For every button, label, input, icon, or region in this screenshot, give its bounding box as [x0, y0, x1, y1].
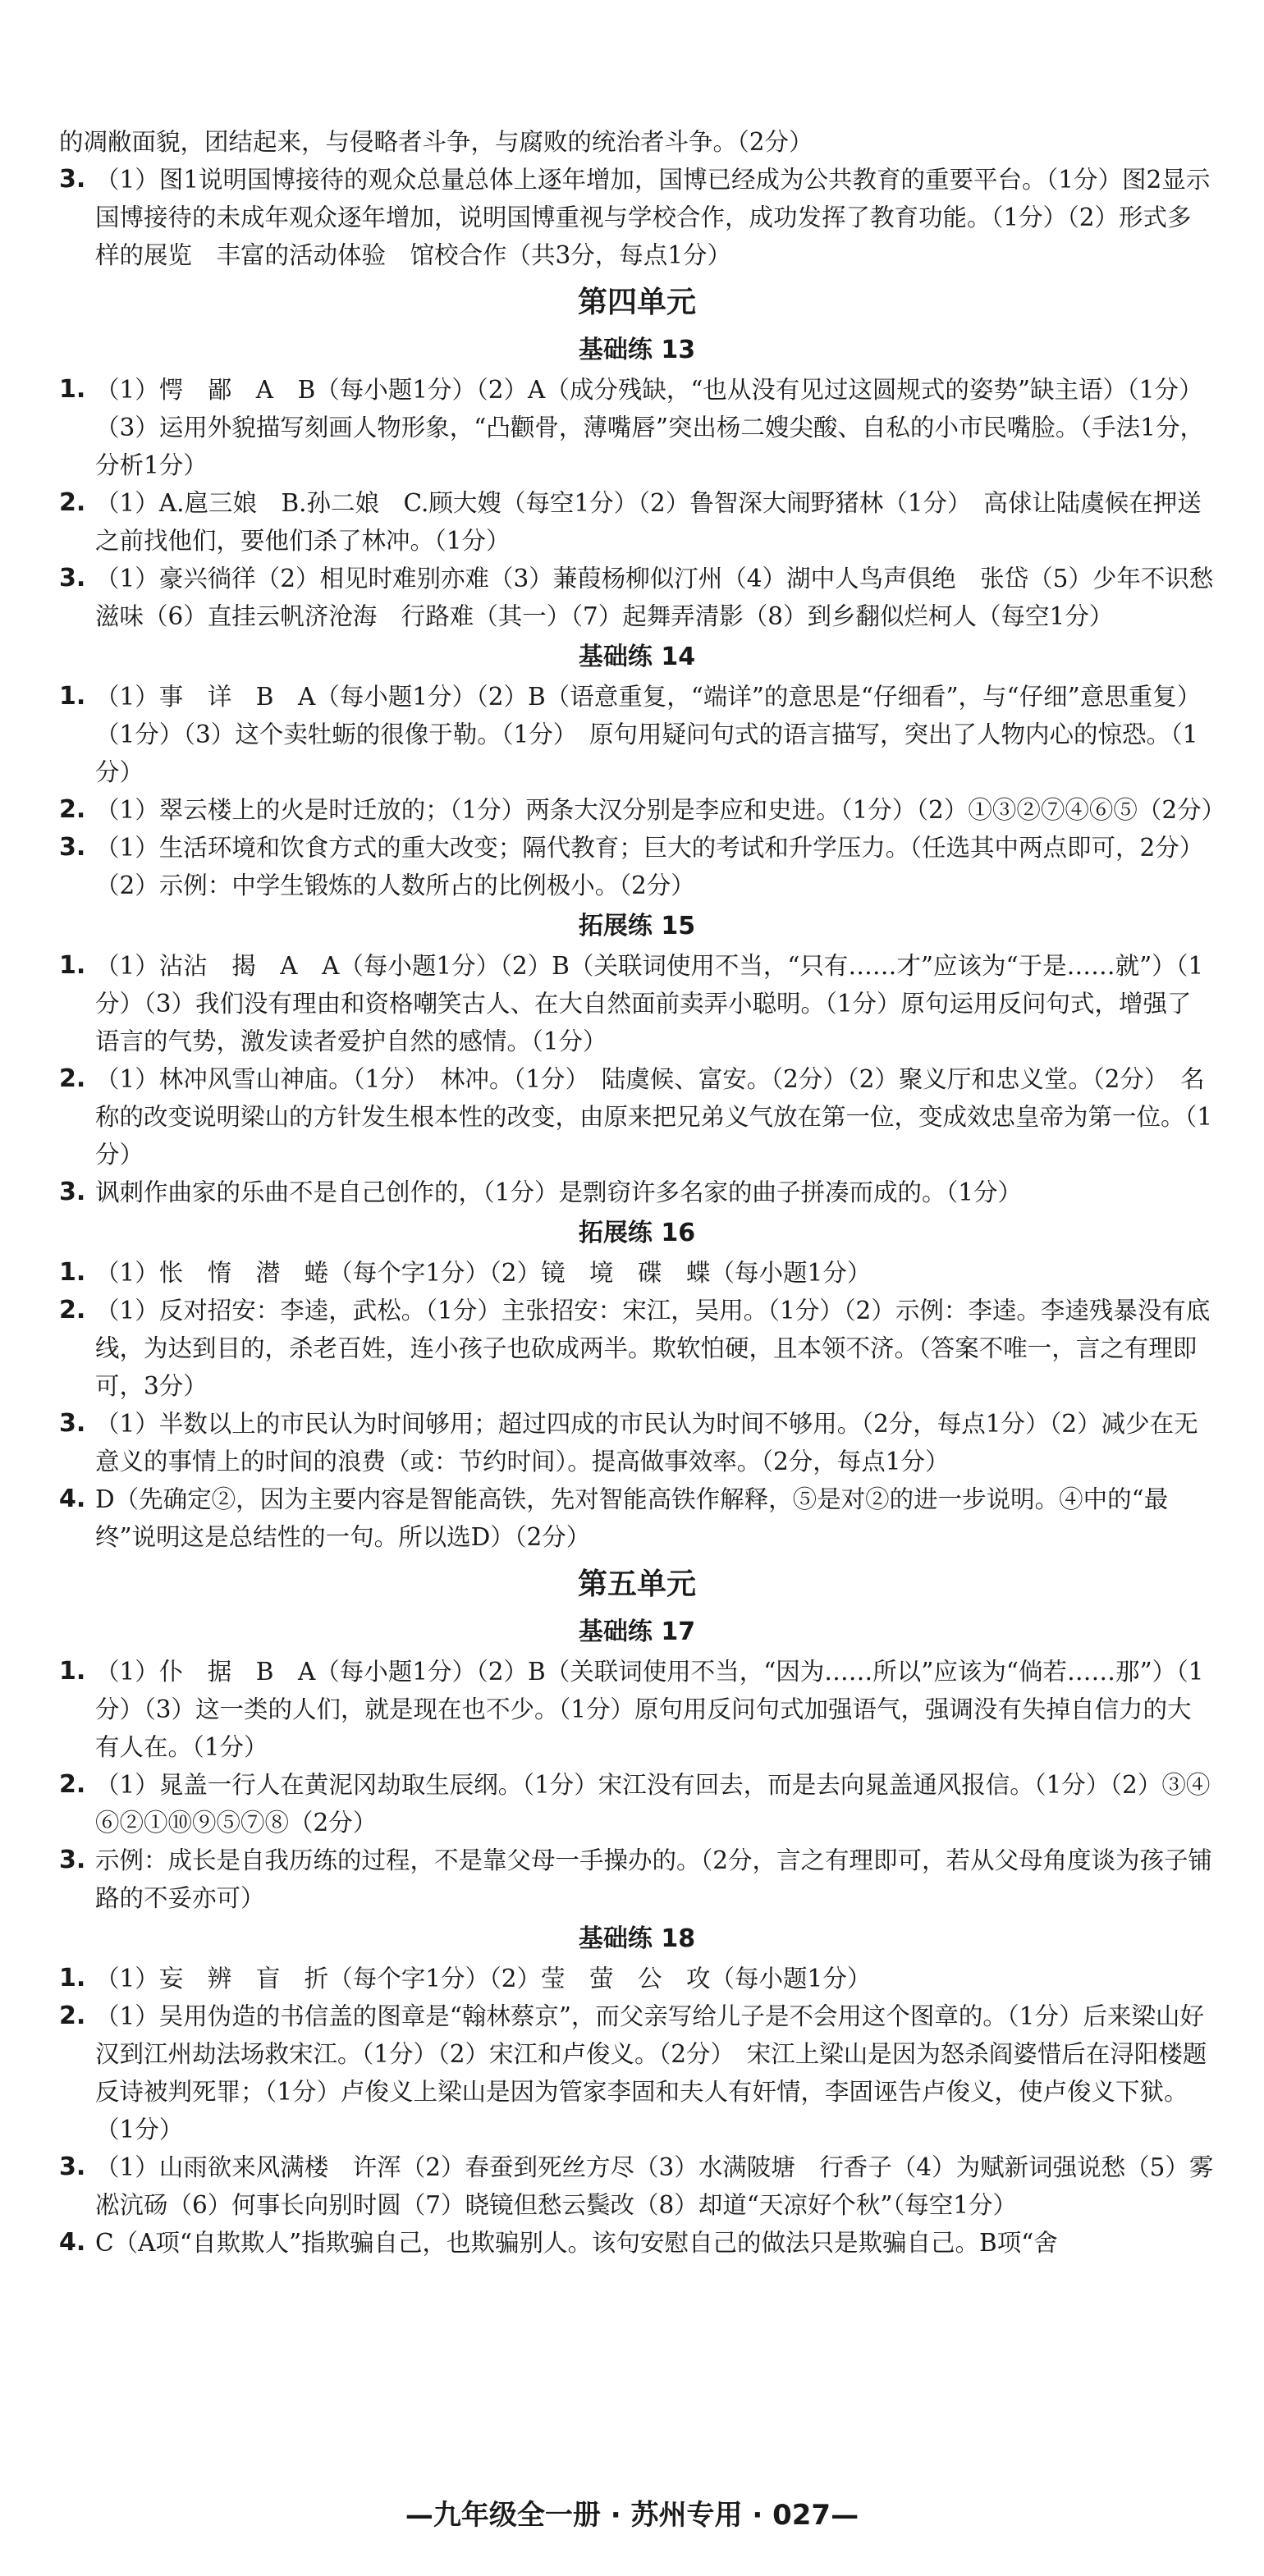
list-item — [59, 161, 1215, 274]
item-text: （1）翠云楼上的火是时迁放的；（1分）两条大汉分别是李应和史进。（1分）（2）①③②⑦④⑥⑤（2分） — [95, 796, 1226, 824]
item-number: 3. — [59, 2153, 86, 2181]
list-item — [59, 791, 1226, 829]
list-item — [59, 1766, 1215, 1842]
item-text: （1）晁盖一行人在黄泥冈劫取生辰纲。（1分）宋江没有回去，而是去向晁盖通风报信。（1分）（2）③④⑥②①⑩⑨⑤⑦⑧（2分） — [95, 1771, 1211, 1837]
section-title-17: 基础练 17 — [578, 1617, 696, 1646]
page-footer: —九年级全一册 · 苏州专用 · 027— — [405, 2499, 859, 2532]
item-text: （1）山雨欲来风满楼 许浑（2）春蚕到死丝方尽（3）水满陂塘 行香子（4）为赋新词强说愁（5）雾凇沆砀（6）何事长向别时圆（7）晓镜但愁云鬓改（8）却道“天凉好个秋”（每空1分） — [95, 2153, 1214, 2219]
list-item — [59, 371, 1215, 484]
list-item — [59, 1405, 1215, 1480]
intro-block — [59, 123, 1215, 274]
list-item — [59, 1842, 1215, 1917]
item-number: 3. — [59, 564, 86, 593]
list-item — [59, 560, 1215, 635]
item-text: （1）妄 辨 盲 折（每个字1分）（2）莹 萤 公 攻（每小题1分） — [95, 1965, 872, 1993]
continuation-text: 的凋敝面貌，团结起来，与侵略者斗争，与腐败的统治者斗争。（2分） — [59, 128, 813, 156]
list-item — [59, 1960, 1215, 1997]
item-text: （1）事 详 B A（每小题1分）（2）B（语意重复，“端详”的意思是“仔细看”，与“仔细”意思重复）（1分）（3）这个卖牡蛎的很像于勒。（1分） 原句用疑问句式的语言描写，突出了人物内心的惊恐。（1分） — [95, 683, 1202, 786]
list-item — [59, 829, 1215, 904]
item-text: D（先确定②，因为主要内容是智能高铁，先对智能高铁作解释，⑤是对②的进一步说明。④中的“最终”说明这是总结性的一句。所以选D）（2分） — [95, 1485, 1169, 1551]
item-text: （1）反对招安：李逵，武松。（1分）主张招安：宋江，吴用。（1分）（2）示例：李逵。李逵残暴没有底线，为达到目的，杀老百姓，连小孩子也砍成两半。欺软怕硬，且本领不济。（答案不唯一，言之有理即可，3分） — [95, 1297, 1211, 1400]
item-text: （1）生活环境和饮食方式的重大改变；隔代教育；巨大的考试和升学压力。（任选其中两点即可，2分）（2）示例：中学生锻炼的人数所占的比例极小。（2分） — [95, 834, 1204, 899]
item-text: （1）豪兴徜徉（2）相见时难别亦难（3）蒹葭杨柳似汀州（4）湖中人鸟声俱绝 张岱（5）少年不识愁滋味（6）直挂云帆济沧海 行路难（其一）（7）起舞弄清影（8）到乡翻似烂柯人（每空1分） — [95, 565, 1214, 630]
item-number: 1. — [59, 1258, 86, 1287]
section-title-15: 拓展练 15 — [578, 912, 696, 940]
item-text: 讽刺作曲家的乐曲不是自己创作的，（1分）是剽窃许多名家的曲子拼凑而成的。（1分） — [95, 1178, 1023, 1206]
item-text: （1）沾沾 揭 A A（每小题1分）（2）B（关联词使用不当，“只有……才”应该为“于是……就”）（1分）（3）我们没有理由和资格嘲笑古人、在大自然面前卖弄小聪明。（1分）原句运用反问句式，增强了语言的气势，激发读者爱护自然的感情。（1分） — [95, 952, 1204, 1055]
item-text: （1）A.扈三娘 B.孙二娘 C.顾大嫂（每空1分）（2）鲁智深大闹野猪林（1分） 高俅让陆虞候在押送之前找他们，要他们杀了林冲。（1分） — [95, 489, 1202, 555]
unit-title-5: 第五单元 — [577, 1567, 696, 1601]
item-number: 3. — [59, 1178, 86, 1206]
item-number: 1. — [59, 1964, 86, 1993]
list-item — [59, 1480, 1215, 1556]
list-item — [59, 1174, 1215, 1211]
item-number: 1. — [59, 375, 86, 404]
list-item — [59, 678, 1215, 791]
item-number: 2. — [59, 2002, 86, 2030]
item-number: 3. — [59, 833, 86, 862]
item-text: （1）吴用伪造的书信盖的图章是“翰林蔡京”，而父亲写给儿子是不会用这个图章的。（1分）后来梁山好汉到江州劫法场救宋江。（1分）（2）宋江和卢俊义。（2分） 宋江上梁山是因为怒杀阎婆惜后在浔阳楼题反诗被判死罪；（1分）卢俊义上梁山是因为管家李固和夫人有奸情，李固诬告卢俊义，使卢俊义下狱。（1分） — [95, 2002, 1207, 2144]
item-number: 3. — [59, 165, 86, 194]
list-item — [59, 947, 1215, 1060]
item-number: 4. — [59, 1485, 86, 1513]
item-number: 2. — [59, 795, 86, 824]
item-text: （1）愕 鄙 A B（每小题1分）（2）A（成分残缺，“也从没有见过这圆规式的姿势”缺主语）（1分）（3）运用外貌描写刻画人物形象，“凸颧骨，薄嘴唇”突出杨二嫂尖酸、自私的小市民嘴脸。（手法1分，分析1分） — [95, 376, 1204, 479]
list-item — [59, 1292, 1215, 1405]
item-number: 2. — [59, 1770, 86, 1799]
section-title-14: 基础练 14 — [578, 643, 696, 671]
list-item — [59, 1254, 1215, 1292]
item-text: （1）图1说明国博接待的观众总量总体上逐年增加，国博已经成为公共教育的重要平台。（1分）图2显示国博接待的未成年观众逐年增加，说明国博重视与学校合作，成功发挥了教育功能。（1分）（2）形式多样的展览 丰富的活动体验 馆校合作（共3分，每点1分） — [95, 166, 1211, 269]
section-title-18: 基础练 18 — [578, 1924, 696, 1953]
item-text: （1）林冲风雪山神庙。（1分） 林冲。（1分） 陆虞候、富安。（2分）（2）聚义厅和忠义堂。（2分） 名称的改变说明梁山的方针发生根本性的改变，由原来把兄弟义气放在第一位，变成效忠皇帝为第一位。（1分） — [95, 1065, 1213, 1169]
list-item — [59, 1997, 1215, 2148]
item-text: C（A项“自欺欺人”指欺骗自己，也欺骗别人。该句安慰自己的做法只是欺骗自己。B项“舍 — [95, 2229, 1058, 2257]
list-item — [59, 2148, 1215, 2224]
item-text: （1）仆 据 B A（每小题1分）（2）B（关联词使用不当，“因为……所以”应该为“倘若……那”）（1分）（3）这一类的人们，就是现在也不少。（1分）原句用反问句式加强语气，强调没有失掉自信力的大有人在。（1分） — [95, 1658, 1204, 1761]
item-number: 1. — [59, 1657, 86, 1686]
item-number: 2. — [59, 1296, 86, 1325]
item-number: 1. — [59, 951, 86, 980]
item-number: 2. — [59, 488, 86, 517]
section-title-16: 拓展练 16 — [578, 1219, 696, 1247]
list-item — [59, 484, 1215, 560]
section-title-13: 基础练 13 — [578, 336, 696, 364]
item-text: （1）半数以上的市民认为时间够用；超过四成的市民认为时间不够用。（2分，每点1分）（2）减少在无意义的事情上的时间的浪费（或：节约时间）。提高做事效率。（2分，每点1分） — [95, 1410, 1198, 1476]
item-number: 2. — [59, 1064, 86, 1093]
item-number: 4. — [59, 2228, 86, 2257]
list-item — [59, 2224, 1215, 2262]
item-text: （1）怅 惰 潜 蜷（每个字1分）（2）镜 境 碟 蝶（每小题1分） — [95, 1259, 872, 1287]
item-number: 3. — [59, 1846, 86, 1874]
item-number: 1. — [59, 682, 86, 711]
item-text: 示例：成长是自我历练的过程，不是靠父母一手操办的。（2分，言之有理即可，若从父母角度谈为孩子铺路的不妥亦可） — [95, 1846, 1213, 1912]
item-number: 3. — [59, 1409, 86, 1438]
list-item — [59, 1653, 1215, 1766]
list-item — [59, 1060, 1215, 1174]
unit-title-4: 第四单元 — [577, 286, 696, 319]
